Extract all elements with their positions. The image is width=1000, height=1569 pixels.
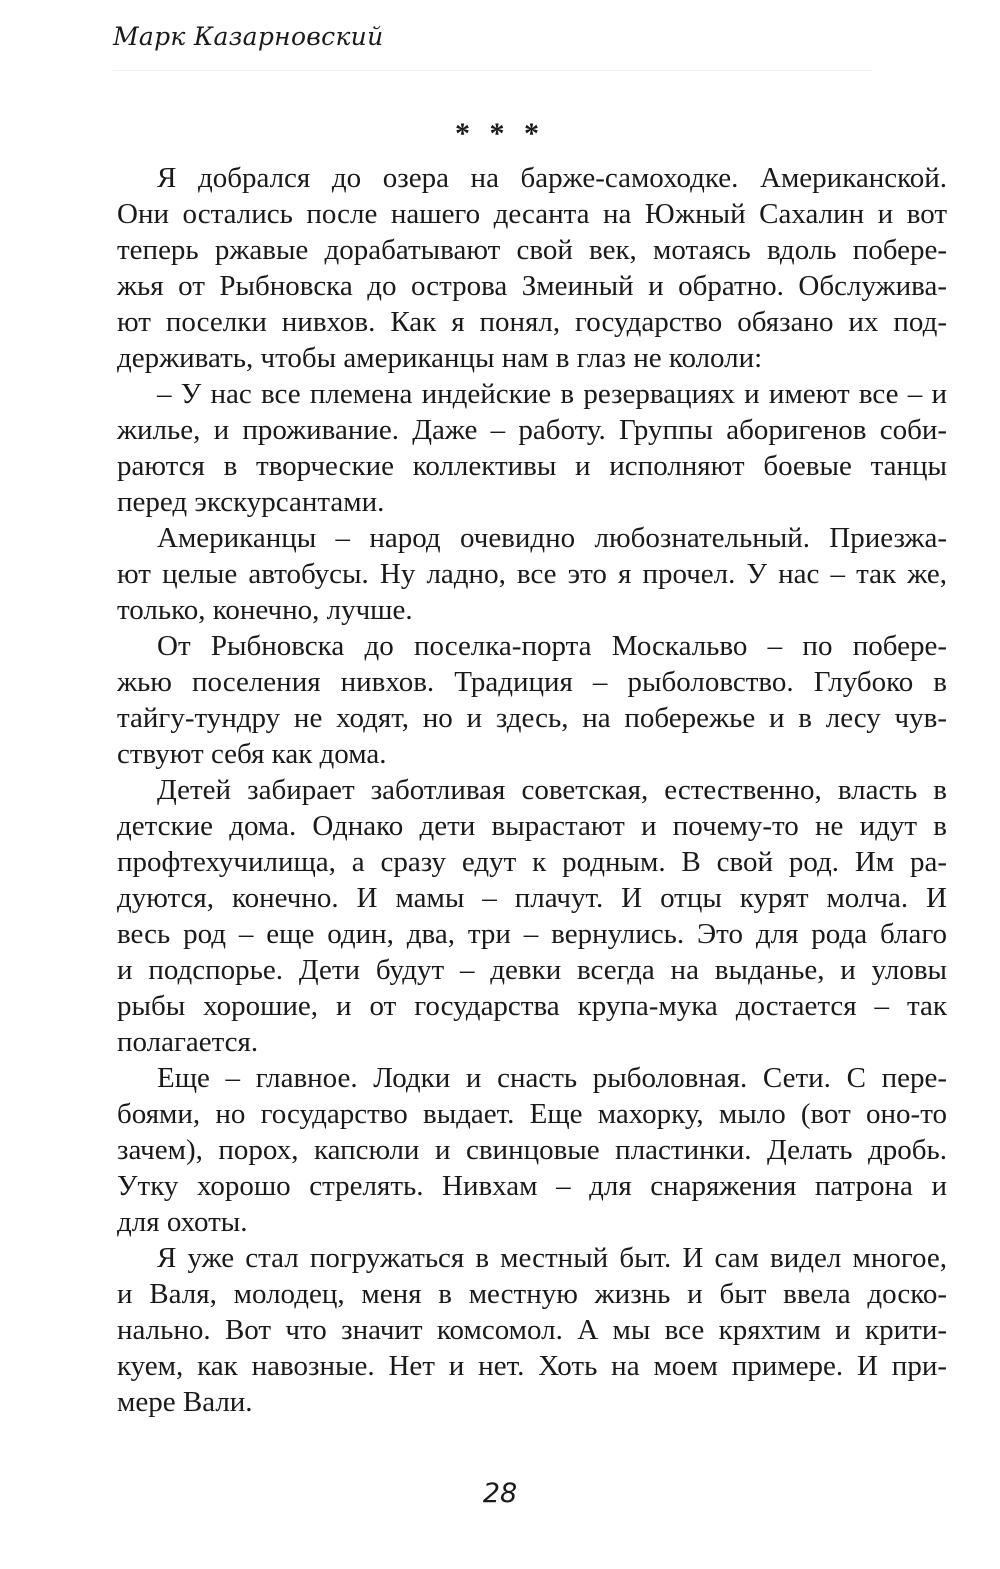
text-line: только, конечно, лучше. [117,594,413,626]
text-line: боями, но государство выдает. Еще махорку, мыло (вот оно-то [117,1098,947,1130]
text-line: раются в творческие коллективы и исполняют боевые танцы [117,450,947,482]
text-line: Американцы – народ очевидно любознательный. Приезжа- [157,522,947,554]
text-line: детские дома. Однако дети вырастают и почему-то не идут в [117,810,947,842]
header-divider [113,70,873,71]
body-text [117,160,947,1420]
paragraph [117,628,947,772]
text-line: куем, как навозные. Нет и нет. Хоть на моем примере. И при- [117,1350,947,1382]
text-line: перед экскурсантами. [117,486,385,518]
text-line: Я добрался до озера на барже-самоходке. Американской. [157,162,947,194]
text-line: ствуют себя как дома. [117,738,387,770]
text-line: для охоты. [117,1206,248,1238]
text-line: ют поселки нивхов. Как я понял, государство обязано их под- [117,306,947,338]
text-line: профтехучилища, а сразу едут к родным. В свой род. Им ра- [117,846,947,878]
text-line: тайгу-тундру не ходят, но и здесь, на побережье и в лесу чув- [117,702,947,734]
text-line: Детей забирает заботливая советская, естественно, власть в [157,774,947,806]
page-number: 28 [482,1478,518,1509]
text-line: – У нас все племена индейские в резервациях и имеют все – и [157,378,947,410]
text-line: весь род – еще один, два, три – вернулись. Это для рода благо [117,918,947,950]
text-line: зачем), порох, капсюли и свинцовые пластинки. Делать дробь. [117,1134,947,1166]
text-line: мере Вали. [117,1386,253,1418]
text-line: Я уже стал погружаться в местный быт. И сам видел многое, [157,1242,947,1274]
text-line: и Валя, молодец, меня в местную жизнь и быт ввела доско- [117,1278,947,1310]
text-line: жью поселения нивхов. Традиция – рыболовство. Глубоко в [117,666,947,698]
text-line: и подспорье. Дети будут – девки всегда на выданье, и уловы [117,954,947,986]
running-title: Марк Казарновский [113,22,384,51]
text-line: Они остались после нашего десанта на Южный Сахалин и вот [117,198,947,230]
text-line: жья от Рыбновска до острова Змеиный и обратно. Обслужива- [117,270,947,302]
text-line: жилье, и проживание. Даже – работу. Группы аборигенов соби- [117,414,947,446]
paragraph [117,1060,947,1240]
text-line: полагается. [117,1026,259,1058]
section-separator: * * * [455,117,545,150]
text-line: ют целые автобусы. Ну ладно, все это я прочел. У нас – так же, [117,558,947,590]
text-line: От Рыбновска до поселка-порта Москальво – по побере- [157,630,947,662]
text-line: Утку хорошо стрелять. Нивхам – для снаряжения патрона и [117,1170,947,1202]
text-line: теперь ржавые дорабатывают свой век, мотаясь вдоль побере- [117,234,947,266]
paragraph [117,160,947,376]
text-line: дуются, конечно. И мамы – плачут. И отцы курят молча. И [117,882,947,914]
text-line: рыбы хорошие, и от государства крупа-мука достается – так [117,990,947,1022]
paragraph [117,1240,947,1420]
paragraph [117,376,947,520]
text-line: нально. Вот что значит комсомол. А мы все кряхтим и крити- [117,1314,947,1346]
text-line: Еще – главное. Лодки и снасть рыболовная. Сети. С пере- [157,1062,947,1094]
paragraph [117,772,947,1060]
text-line: держивать, чтобы американцы нам в глаз не кололи: [117,342,763,374]
paragraph [117,520,947,628]
